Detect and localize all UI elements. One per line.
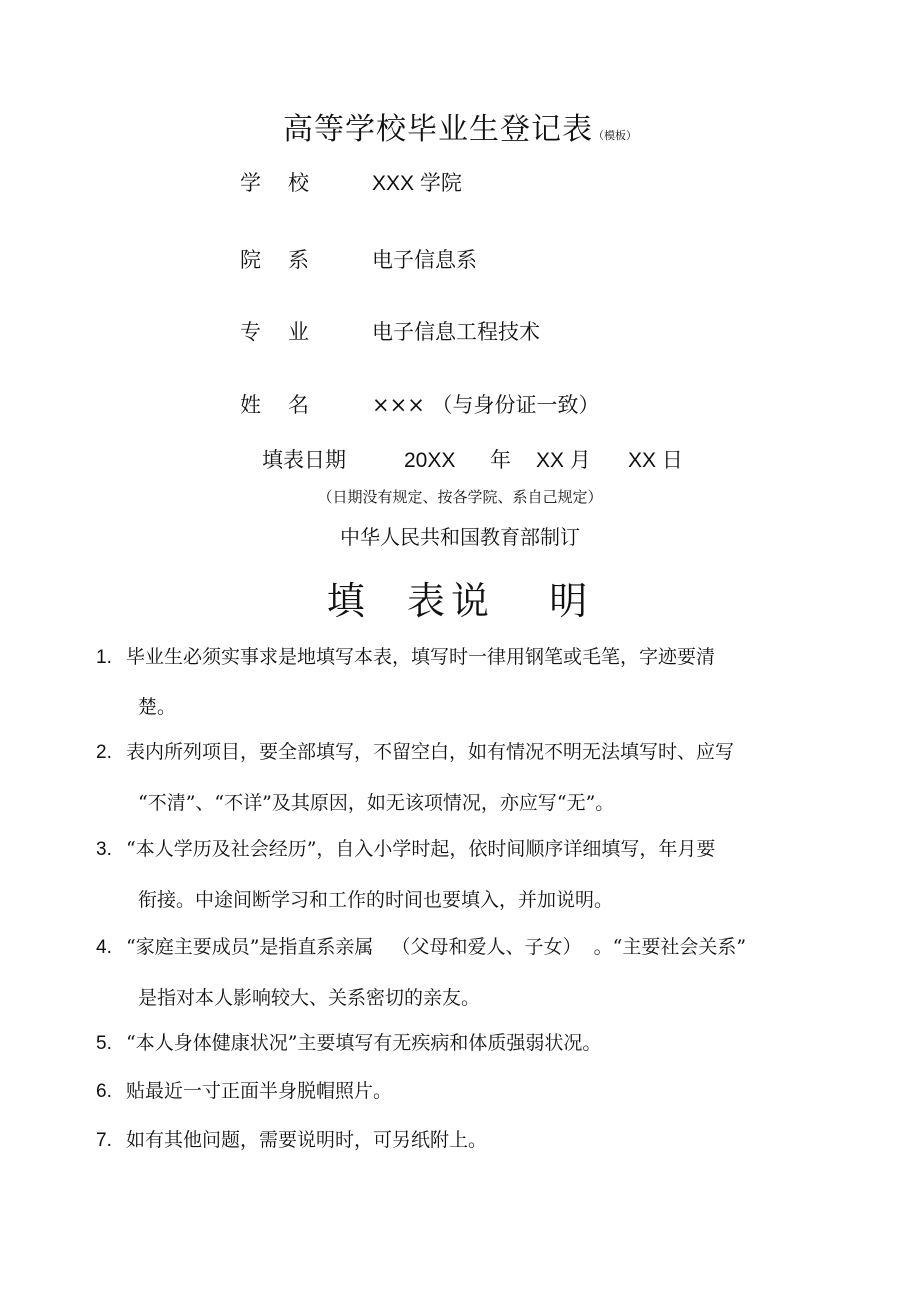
document-title: [0, 104, 920, 148]
field-value-school: XXX 学院: [372, 172, 462, 195]
item-number: 2.: [96, 742, 112, 763]
title-note: （模板）: [593, 129, 637, 142]
date-note: （日期没有规定、按各学院、系自己规定）: [317, 488, 603, 506]
item-number: 7.: [96, 1130, 112, 1151]
item-number: 5.: [96, 1033, 112, 1054]
fill-date-row: [262, 444, 683, 474]
instruction-item-continuation: 楚。: [138, 696, 177, 718]
field-value-major: 电子信息工程技术: [372, 320, 540, 344]
instruction-item: [96, 932, 746, 959]
item-text: “本人身体健康状况”主要填写有无疾病和体质强弱状况。: [126, 1032, 602, 1054]
instruction-item: [96, 1076, 392, 1103]
date-year: 20XX: [404, 449, 456, 472]
item-text: “本人学历及社会经历”，自入小学时起，依时间顺序详细填写，年月要: [126, 838, 716, 860]
field-label-department: [240, 244, 320, 274]
item-number: 1.: [96, 647, 112, 668]
instruction-item: [96, 737, 734, 764]
instruction-item-continuation: 衔接。中途间断学习和工作的时间也要填入，并加说明。: [138, 889, 614, 911]
date-day: XX 日: [628, 449, 683, 472]
field-label-department-b: 系: [288, 248, 309, 272]
item-text: 贴最近一寸正面半身脱帽照片。: [126, 1080, 393, 1102]
instruction-item-continuation: “不清”、“不详”及其原因，如无该项情况，亦应写“无”。: [138, 792, 615, 814]
instruction-item: [96, 642, 715, 669]
instruction-item: [96, 1028, 601, 1055]
item-text: 表内所列项目，要全部填写，不留空白，如有情况不明无法填写时、应写: [126, 741, 735, 763]
item-text: 如有其他问题，需要说明时，可另纸附上。: [126, 1129, 488, 1151]
field-label-name-b: 名: [288, 393, 309, 417]
field-label-major-b: 业: [288, 320, 309, 344]
field-label-major: [240, 316, 320, 346]
title-text: 高等学校毕业生登记表: [283, 112, 593, 147]
field-label-department-a: 院: [240, 248, 261, 272]
instruction-item: [96, 1125, 487, 1152]
field-value-name: ××× （与身份证一致）: [372, 393, 600, 417]
date-month: XX 月: [536, 449, 591, 472]
issuer-text: 中华人民共和国教育部制订: [340, 525, 580, 549]
instructions-heading: 填 表说 明: [326, 579, 594, 623]
field-label-school-a: 学: [240, 171, 261, 195]
item-number: 4.: [96, 937, 112, 958]
item-number: 6.: [96, 1081, 112, 1102]
field-label-name-a: 姓: [240, 393, 261, 417]
field-label-name: [240, 389, 320, 419]
instruction-item-continuation: 是指对本人影响较大、关系密切的亲友。: [138, 987, 481, 1009]
field-value-department: 电子信息系: [372, 248, 477, 272]
item-number: 3.: [96, 839, 112, 860]
date-label: 填表日期: [262, 448, 346, 472]
field-label-major-a: 专: [240, 320, 261, 344]
item-text: 毕业生必须实事求是地填写本表，填写时一律用钢笔或毛笔，字迹要清: [126, 646, 716, 668]
field-label-school: [240, 167, 320, 197]
field-label-school-b: 校: [288, 171, 309, 195]
date-year-unit: 年: [490, 448, 511, 472]
item-text: “家庭主要成员”是指直系亲属 （父母和爱人、子女） 。“主要社会关系”: [126, 936, 747, 958]
instruction-item: [96, 834, 715, 861]
